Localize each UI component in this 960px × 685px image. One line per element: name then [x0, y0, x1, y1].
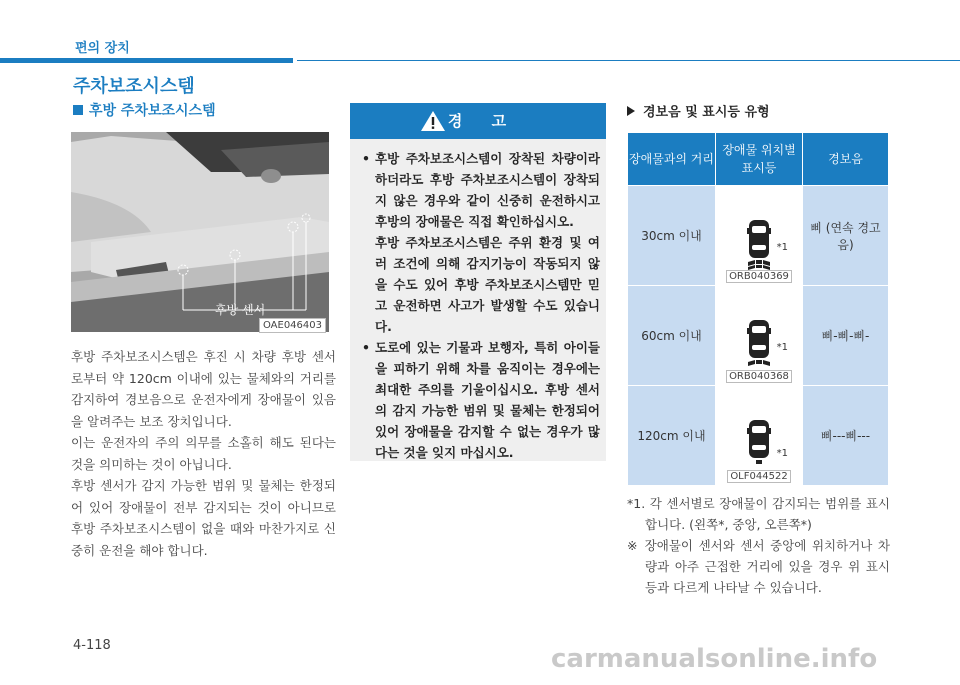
sub-title-text: 후방 주차보조시스템 [89, 103, 216, 119]
table-row [628, 386, 889, 486]
warning-item [362, 337, 600, 463]
note-item: ※ 장애물이 센서와 센서 중앙에 위치하거나 차량과 아주 근접한 거리에 있을 경우 위 표시등과 다르게 나타날 수 있습니다. [627, 538, 890, 595]
sub-title [73, 100, 216, 120]
car-topview-icon [745, 418, 773, 470]
footnote-mark: *1 [776, 242, 788, 253]
section-label: 편의 장치 [75, 41, 130, 56]
header-rule-thick [0, 58, 293, 63]
footnote-mark: *1 [776, 448, 788, 459]
photo-caption: 후방 센서 [215, 303, 266, 317]
distance-cell: 120cm 이내 [628, 386, 716, 486]
rear-car-illustration [71, 132, 329, 332]
figure-code [716, 471, 802, 482]
beep-cell: 삐-삐-삐- [803, 286, 889, 386]
distance-cell: 60cm 이내 [628, 286, 716, 386]
warning-paragraph: • 도로에 있는 기물과 보행자, 특히 아이들을 피하기 위해 차를 움직이는 경우에는 최대한 주의를 기울이십시오. 후방 센서의 감지 가능한 범위 및 물체는 한정되어 있어 장애물을 감지할 수 없는 경우가 많다는 것을 잊지 마십시오. [375, 340, 600, 460]
car-topview-icon [745, 218, 773, 270]
square-bullet-icon [73, 105, 83, 115]
body-paragraph: 이는 운전자의 주의 의무를 소홀히 해도 된다는 것을 의미하는 것이 아닙니다. [71, 435, 336, 472]
rear-bumper-photo [71, 132, 329, 332]
figure-code [716, 371, 802, 382]
beep-cell: 삐---삐--- [803, 386, 889, 486]
figure-code-text: ORB040368 [726, 370, 792, 383]
footnote-mark: *1 [776, 342, 788, 353]
figure-code-text: ORB040369 [726, 270, 792, 283]
body-paragraph: 후방 주차보조시스템은 후진 시 차량 후방 센서로부터 약 120cm 이내에 있는 물체와의 거리를 감지하여 경보음으로 운전자에게 장애물이 있음을 알려주는 보조 장치입니다. [71, 349, 336, 429]
table-row [628, 286, 889, 386]
table-row [628, 186, 889, 286]
distance-cell: 30cm 이내 [628, 186, 716, 286]
description-text [71, 346, 336, 561]
bullet-triangle-icon [627, 106, 635, 116]
warning-paragraph: • 후방 주차보조시스템이 장착된 차량이라 하더라도 후방 주차보조시스템이 장착되지 않은 경우와 같이 신중히 운전하시고 후방의 장애물은 직접 확인하십시오. [375, 151, 600, 229]
beep-cell: 삐 (연속 경고음) [803, 186, 889, 286]
header-beep: 경보음 [803, 133, 889, 186]
body-paragraph: 후방 센서가 감지 가능한 범위 및 물체는 한정되어 있어 장애물이 전부 감지되는 것이 아니므로 후방 주차보조시스템이 없을 때와 마찬가지로 신중히 운전을 해야 합니다. [71, 478, 336, 558]
warning-paragraph: 후방 주차보조시스템은 주위 환경 및 여러 조건에 의해 감지기능이 작동되지 않을 수도 있어 후방 주차보조시스템만 믿고 운전하면 사고가 발생할 수도 있습니다. [375, 235, 600, 334]
table-title [627, 101, 770, 120]
header-rule-thin [297, 60, 960, 61]
page-title: 주차보조시스템 [73, 76, 195, 97]
watermark: carmanualsonline.info [551, 644, 878, 674]
indicator-cell [716, 186, 803, 286]
warning-box [350, 103, 606, 461]
page-number: 4-118 [73, 638, 111, 653]
car-topview-icon [745, 318, 773, 370]
figure-code-text: OLF044522 [727, 470, 790, 483]
header-indicator: 장애물 위치별 표시등 [716, 133, 803, 186]
alert-table [627, 132, 889, 486]
indicator-cell [716, 286, 803, 386]
warning-list [362, 148, 600, 463]
photo-code: OAE046403 [259, 318, 326, 333]
warning-item [362, 148, 600, 337]
table-header-row [628, 133, 889, 186]
note-item: *1. 각 센서별로 장애물이 감지되는 범위를 표시합니다. (왼쪽*, 중앙, 오른쪽*) [627, 496, 890, 532]
table-title-text: 경보음 및 표시등 유형 [643, 105, 770, 120]
indicator-cell [716, 386, 803, 486]
warning-title: 경 고 [447, 112, 519, 130]
table-notes [627, 493, 890, 598]
figure-code [716, 271, 802, 282]
header-distance: 장애물과의 거리 [628, 133, 716, 186]
